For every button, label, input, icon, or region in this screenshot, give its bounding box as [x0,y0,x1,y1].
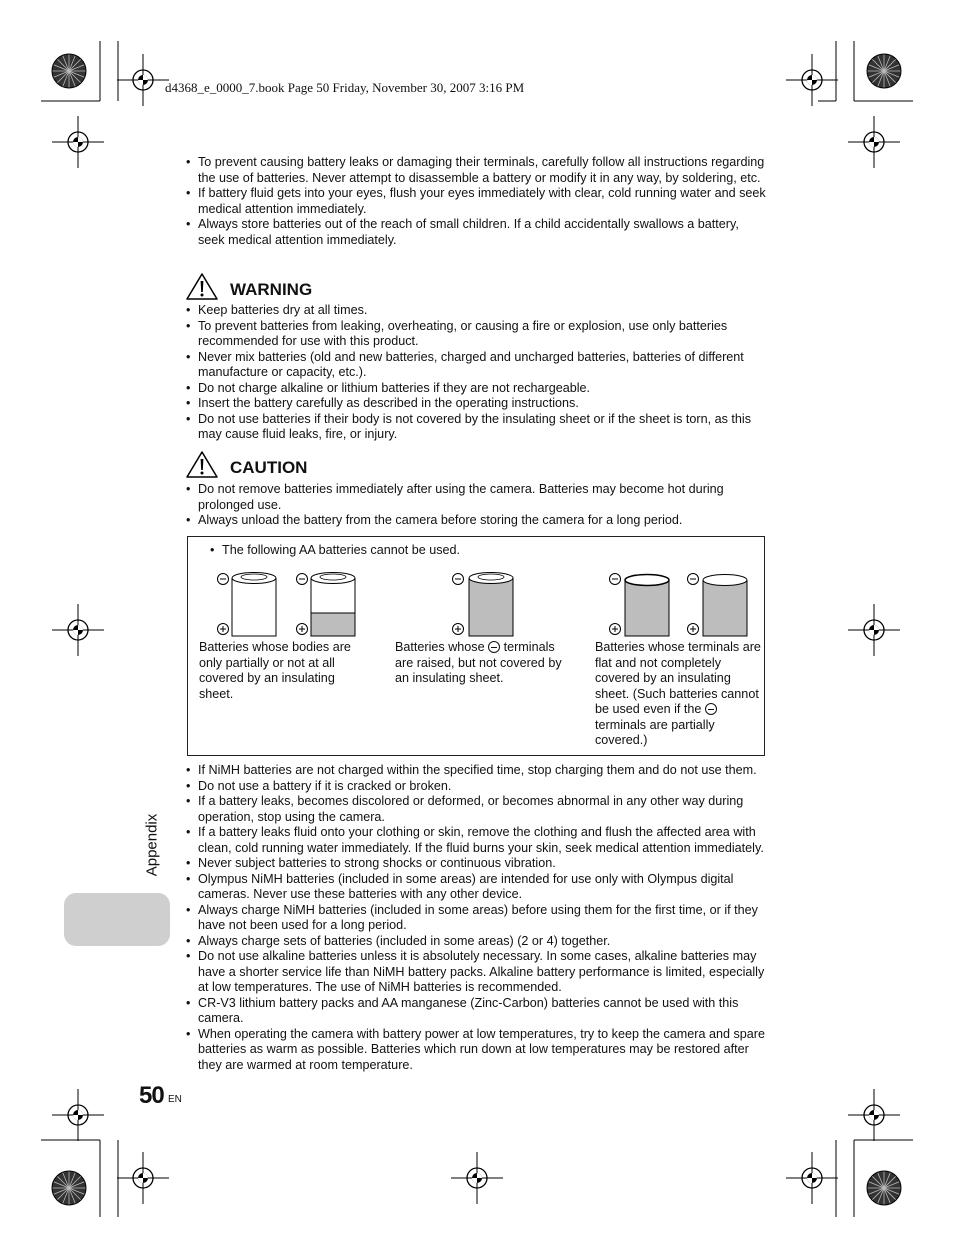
battery-raised-terminal-icon [453,573,514,637]
battery-uncovered-icon [218,573,277,637]
list-item: • To prevent batteries from leaking, overheating, or causing a fire or explosion, use only batteries recommended for use with this product. [186,319,766,350]
caption-uncovered: Batteries whose bodies are only partially or not at all covered by an insulating sheet. [199,640,351,701]
list-item: • If a battery leaks fluid onto your clothing or skin, remove the clothing and flush the affected area with clean, cold running water immediately. If the fluid burns your skin, seek medical attention immediately. [186,825,766,856]
list-item: • To prevent causing battery leaks or damaging their terminals, carefully follow all instructions regarding the use of batteries. Never attempt to disassemble a battery or modify it in any way, by soldering, etc. [186,155,766,186]
warning-heading [186,273,312,300]
list-item: • Olympus NiMH batteries (included in some areas) are intended for use only with Olympus digital cameras. Never use these batteries with any other device. [186,872,766,903]
list-item: • Never mix batteries (old and new batteries, charged and uncharged batteries, batteries of different manufacture or capacity, etc.). [186,350,766,381]
caution-bullet-list [186,482,766,529]
list-item: • If battery fluid gets into your eyes, flush your eyes immediately with clear, cold running water and seek medical attention immediately. [186,186,766,217]
list-item: • If a battery leaks, becomes discolored or deformed, or becomes abnormal in any other way during operation, stop using the camera. [186,794,766,825]
book-file-header: d4368_e_0000_7.book Page 50 Friday, November 30, 2007 3:16 PM [165,80,525,95]
appendix-label: Appendix [143,813,161,877]
list-item: • Always store batteries out of the reach of small children. If a child accidentally swallows a battery, seek medical attention immediately. [186,217,766,248]
battery-flat-terminal-icon [610,574,670,637]
list-item: • CR-V3 lithium battery packs and AA manganese (Zinc-Carbon) batteries cannot be used with this camera. [186,996,766,1027]
list-item: • Always unload the battery from the camera before storing the camera for a long period. [186,513,766,529]
page-number: 50 [139,1082,164,1109]
appendix-tab [64,893,170,946]
list-item: • Do not charge alkaline or lithium batteries if they are not rechargeable. [186,381,766,397]
minus-terminal-icon [488,641,500,653]
box-note: • The following AA batteries cannot be used. [210,543,460,557]
list-item: • Always charge sets of batteries (included in some areas) (2 or 4) together. [186,934,766,950]
battery-partially-covered-icon [297,573,356,637]
unusable-batteries-box [187,536,765,756]
warning-triangle-icon [186,273,218,300]
list-item: • Do not use alkaline batteries unless it is absolutely necessary. In some cases, alkaline batteries may have a shorter service life than NiMH battery packs. Alkaline battery performance is limited, especially at low temperatures. The use of NiMH batteries is recommended. [186,949,766,996]
language-code: EN [168,1094,182,1105]
main-bullet-list [186,763,766,1073]
caution-title: CAUTION [230,458,308,477]
list-item: • If NiMH batteries are not charged within the specified time, stop charging them and do not use them. [186,763,766,779]
list-item: • Always charge NiMH batteries (included in some areas) before using them for the first time, or if they have not been used for a long period. [186,903,766,934]
warning-bullet-list [186,303,766,443]
list-item: • Do not use a battery if it is cracked or broken. [186,779,766,795]
minus-terminal-icon [705,703,717,715]
warning-title: WARNING [230,280,313,299]
list-item: • Keep batteries dry at all times. [186,303,766,319]
caption-flat-terminal: Batteries whose terminals are flat and not completely covered by an insulating sheet. (Such batteries cannot be used even if the terminals are partially covered.) [595,640,761,747]
list-item: • Do not use batteries if their body is not covered by the insulating sheet or if the sheet is torn, as this may cause fluid leaks, fire, or injury. [186,412,766,443]
caution-triangle-icon [186,451,218,478]
battery-flat-terminal-icon [688,574,748,637]
list-item: • Do not remove batteries immediately after using the camera. Batteries may become hot during prolonged use. [186,482,766,513]
list-item: • Never subject batteries to strong shocks or continuous vibration. [186,856,766,872]
intro-bullet-list [186,155,766,248]
caption-raised-terminal: Batteries whose terminals are raised, but not covered by an insulating sheet. [395,640,562,685]
list-item: • Insert the battery carefully as described in the operating instructions. [186,396,766,412]
battery-illustrations [188,537,764,647]
list-item: • When operating the camera with battery power at low temperatures, try to keep the camera and spare batteries as warm as possible. Batteries which run down at low temperatures may be restored after they are warmed at room temperature. [186,1027,766,1074]
caution-heading [186,451,307,478]
